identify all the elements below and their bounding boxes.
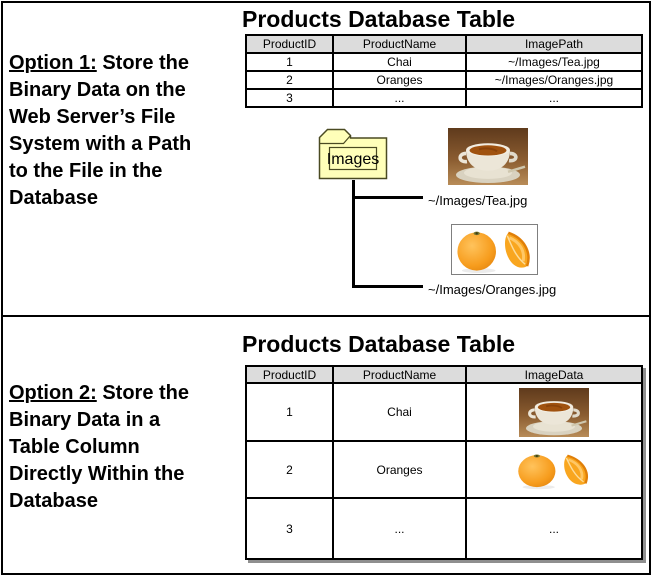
column-header-productid: ProductID [246, 35, 333, 53]
table-row [246, 441, 642, 498]
table-row [246, 71, 642, 89]
file-path-label-oranges: ~/Images/Oranges.jpg [428, 282, 557, 297]
products-table-option2 [245, 365, 643, 560]
heading-line: Database [9, 490, 98, 512]
option1-table-title: Products Database Table [242, 6, 516, 32]
cell-productid: 3 [246, 498, 333, 559]
heading-line: Binary Data in a [9, 409, 161, 431]
tree-branch-oranges-line [352, 285, 423, 288]
heading-line: Directly Within the [9, 463, 185, 485]
cell-productid: 1 [246, 383, 333, 441]
folder-label: Images [326, 151, 380, 168]
cell-productname: Chai [333, 383, 466, 441]
table-row [246, 89, 642, 107]
cell-productname: Oranges [333, 71, 466, 89]
cell-productname: ... [333, 89, 466, 107]
table-header-row [246, 35, 642, 53]
cell-productname: Chai [333, 53, 466, 71]
heading-line: Web Server’s File [9, 106, 176, 128]
table-row [246, 498, 642, 559]
heading-line: System with a Path [9, 133, 192, 155]
option2-heading [9, 380, 189, 515]
cell-imagedata [466, 383, 642, 441]
cell-productid: 2 [246, 441, 333, 498]
products-table-option1 [245, 34, 643, 108]
cell-productname: Oranges [333, 441, 466, 498]
column-header-productname: ProductName [333, 35, 466, 53]
table-header-row [246, 366, 642, 383]
column-header-imagedata: ImageData [466, 366, 642, 383]
option2-table-title: Products Database Table [242, 331, 516, 357]
cell-productname: ... [333, 498, 466, 559]
cell-imagedata [466, 441, 642, 498]
cell-imagepath: ~/Images/Oranges.jpg [466, 71, 642, 89]
cell-imagepath: ~/Images/Tea.jpg [466, 53, 642, 71]
tea-photo [448, 128, 528, 185]
heading-line: Option 1: Store the [9, 52, 190, 74]
oranges-photo [451, 224, 538, 275]
cell-productid: 2 [246, 71, 333, 89]
heading-line: Database [9, 187, 98, 209]
oranges-photo [513, 449, 595, 490]
heading-line: to the File in the [9, 160, 163, 182]
file-path-label-tea: ~/Images/Tea.jpg [428, 193, 528, 208]
table-row [246, 53, 642, 71]
images-folder-icon [318, 128, 388, 180]
option1-heading [9, 50, 191, 212]
heading-line: Binary Data on the [9, 79, 186, 101]
heading-line: Option 2: Store the [9, 382, 190, 404]
column-header-productid: ProductID [246, 366, 333, 383]
tea-photo [519, 388, 589, 437]
cell-productid: 3 [246, 89, 333, 107]
cell-imagepath: ... [466, 89, 642, 107]
heading-line: Table Column [9, 436, 140, 458]
cell-imagedata: ... [466, 498, 642, 559]
column-header-productname: ProductName [333, 366, 466, 383]
option2-panel [1, 315, 651, 575]
table-row [246, 383, 642, 441]
tree-branch-tea-line [352, 196, 423, 199]
option1-panel [1, 1, 651, 317]
column-header-imagepath: ImagePath [466, 35, 642, 53]
cell-productid: 1 [246, 53, 333, 71]
